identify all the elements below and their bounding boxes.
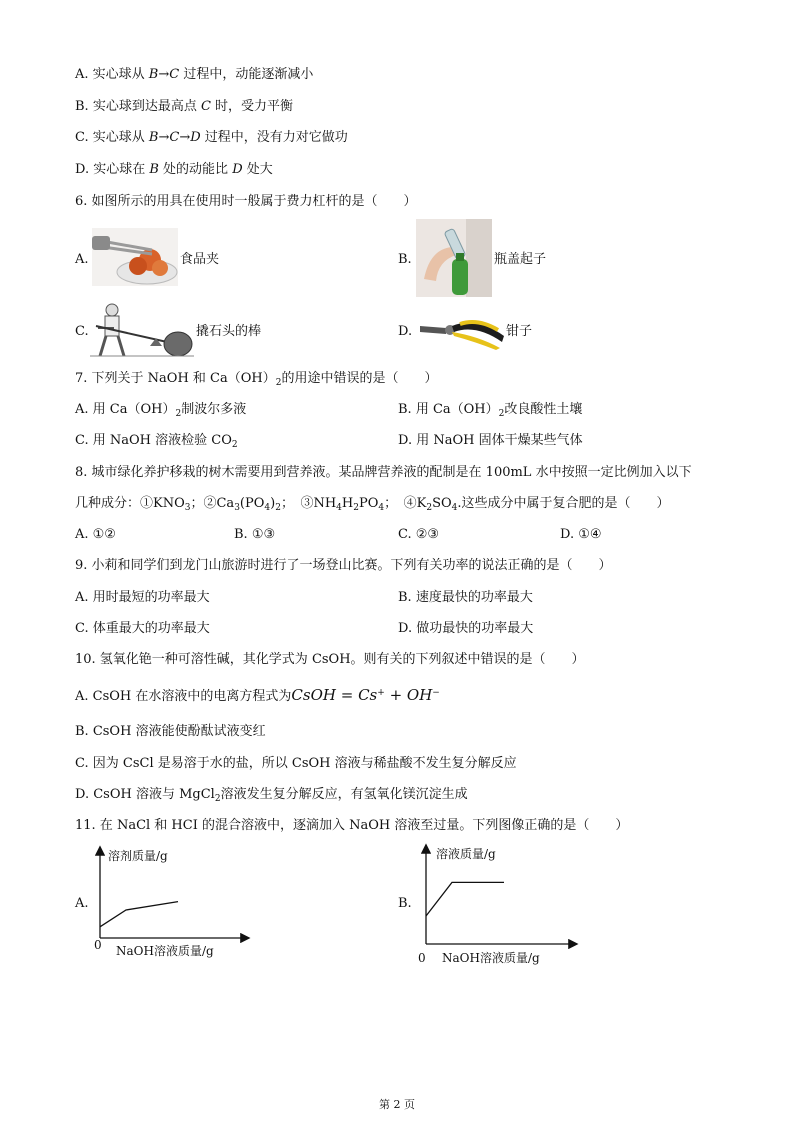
q9-option-d: D. 做功最快的功率最大 [398, 621, 534, 636]
q8-option-d: D. ①④ [560, 527, 602, 542]
q7-stem: 7. 下列关于 NaOH 和 $Ca(OH)_2$的用途中错误的是（ ） [75, 371, 438, 388]
q10-option-b: B. CsOH 溶液能使酚酞试液变红 [75, 724, 266, 739]
q7-option-a: A. 用 $Ca(OH)_2$制波尔多液 [75, 402, 247, 419]
q11-option-b-letter: B. [398, 896, 412, 911]
chart-a-solvent-mass [88, 842, 258, 966]
chart-a-series-line [100, 902, 178, 927]
page-footer: 第 2 页 [379, 1098, 415, 1111]
q7-option-d: D. 用 NaOH 固体干燥某些气体 [398, 433, 583, 448]
q8-option-c: C. ②③ [398, 527, 440, 542]
q8-stem-line2: 几种成分：$①KNO_3$；$②Ca_3(PO_4)_2$； $③NH_4H_2PO_4$； $④K_2SO_4$.这些成分中属于复合肥的是（ ） [75, 496, 670, 513]
chart-b-ylabel: 溶液质量/g [436, 847, 496, 861]
pliers-image [416, 312, 506, 350]
q8-option-b: B. ①③ [234, 527, 276, 542]
q7-option-b: B. 用 $Ca(OH)_2$改良酸性土壤 [398, 402, 583, 419]
q6-option-c-label: 撬石头的棒 [196, 324, 262, 339]
q9-option-b: B. 速度最快的功率最大 [398, 590, 533, 605]
chart-b-series-line [426, 882, 504, 916]
q5-option-a: A. 实心球从 B→C 过程中，动能逐渐减小 [75, 67, 314, 82]
q7-option-c: C. 用 NaOH 溶液检验 $CO_2$ [75, 433, 238, 450]
chart-a-origin: 0 [94, 938, 102, 952]
chart-b-origin: 0 [418, 951, 426, 965]
q8-stem-line1: 8. 城市绿化养护移栽的树木需要用到营养液。某品牌营养液的配制是在 100mL 水中按照一定比例加入以下 [75, 465, 692, 480]
q10-option-a: A. CsOH 在水溶液中的电离方程式为CsOH = Cs+ + OH− [75, 686, 440, 704]
q6-option-a-label: 食品夹 [180, 252, 220, 267]
q9-option-c: C. 体重最大的功率最大 [75, 621, 210, 636]
bottle-opener-image [416, 219, 492, 297]
chart-a-ylabel: 溶剂质量/g [108, 849, 168, 863]
q9-option-a: A. 用时最短的功率最大 [75, 590, 210, 605]
q6-option-a-letter: A. [75, 252, 89, 267]
food-tongs-image [92, 228, 178, 286]
q10-stem: 10. 氢氧化铯一种可溶性碱，其化学式为 CsOH。则有关的下列叙述中错误的是（ ） [75, 652, 585, 667]
q6-option-d-label: 钳子 [506, 324, 533, 339]
q5-option-c: C. 实心球从 B→C→D 过程中，没有力对它做功 [75, 130, 348, 145]
q8-option-a: A. ①② [75, 527, 116, 542]
q6-option-d-letter: D. [398, 324, 413, 339]
q11-stem: 11. 在 NaCl 和 HCI 的混合溶液中，逐滴加入 NaOH 溶液至过量。下列图像正确的是（ ） [75, 818, 629, 833]
q6-option-b-letter: B. [398, 252, 412, 267]
q6-option-b-label: 瓶盖起子 [494, 252, 547, 267]
q9-stem: 9. 小莉和同学们到龙门山旅游时进行了一场登山比赛。下列有关功率的说法正确的是（ ） [75, 558, 612, 573]
chart-a-xlabel: NaOH溶液质量/g [116, 944, 214, 958]
chart-b-xlabel: NaOH溶液质量/g [442, 951, 540, 965]
q5-option-b: B. 实心球到达最高点 C 时，受力平衡 [75, 99, 294, 114]
q6-stem: 6. 如图所示的用具在使用时一般属于费力杠杆的是（ ） [75, 194, 417, 209]
chart-b-solution-mass [412, 840, 582, 968]
q5-option-d: D. 实心球在 B 处的动能比 D 处大 [75, 162, 273, 177]
q6-option-c-letter: C. [75, 324, 89, 339]
q10-option-d: D. CsOH 溶液与 MgCl$_2$溶液发生复分解反应，有氢氧化镁沉淀生成 [75, 787, 468, 804]
q10-option-c: C. 因为 CsCl 是易溶于水的盐，所以 CsOH 溶液与稀盐酸不发生复分解反应 [75, 756, 517, 771]
lever-rock-image [90, 300, 194, 360]
q11-option-a-letter: A. [75, 896, 89, 911]
